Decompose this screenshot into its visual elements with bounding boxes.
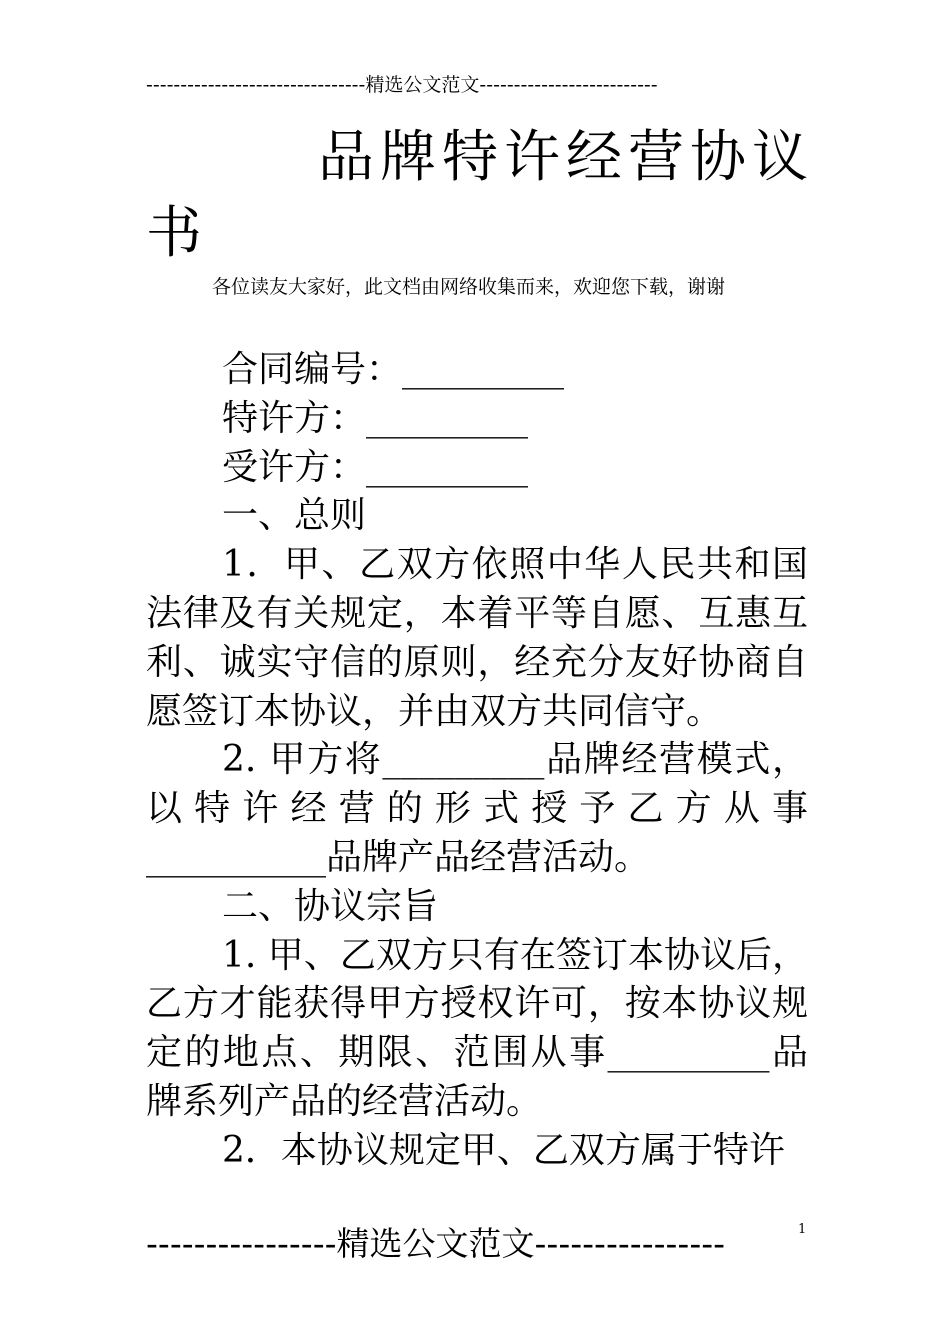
clause-1-1: 1．甲、乙双方依照中华人民共和国法律及有关规定，本着平等自愿、互惠互利、诚实守信的原则，经充分友好协商自愿签订本协议，并由双方共同信守。	[146, 544, 808, 732]
clause-1-2: 2. 甲方将_________品牌经营模式，以特许经营的形式授予乙方从事__________品牌产品经营活动。	[146, 739, 808, 878]
contract-number-line: 合同编号：_________	[222, 349, 565, 390]
section-heading-general: 一、总则	[222, 495, 367, 537]
clause-2-1: 1. 甲、乙双方只有在签订本协议后，乙方才能获得甲方授权许可，按本协议规定的地点、期限、范围从事_________品牌系列产品的经营活动。	[146, 934, 808, 1122]
franchisor-line: 特许方：_________	[222, 397, 529, 439]
footer-divider: ----------------精选公文范文----------------	[146, 1224, 726, 1263]
header-divider: --------------------------------精选公文范文--------------------------	[146, 74, 658, 96]
page-number: 1	[798, 1222, 807, 1237]
document-body	[146, 346, 808, 1176]
document-title: 品牌特许经营协议书	[146, 125, 814, 266]
section-heading-purpose: 二、协议宗旨	[222, 885, 439, 927]
intro-note: 各位读友大家好，此文档由网络收集而来，欢迎您下载，谢谢	[212, 276, 726, 298]
franchisee-line: 受许方：_________	[222, 446, 529, 488]
clause-2-2: 2．本协议规定甲、乙双方属于特许	[222, 1129, 785, 1171]
